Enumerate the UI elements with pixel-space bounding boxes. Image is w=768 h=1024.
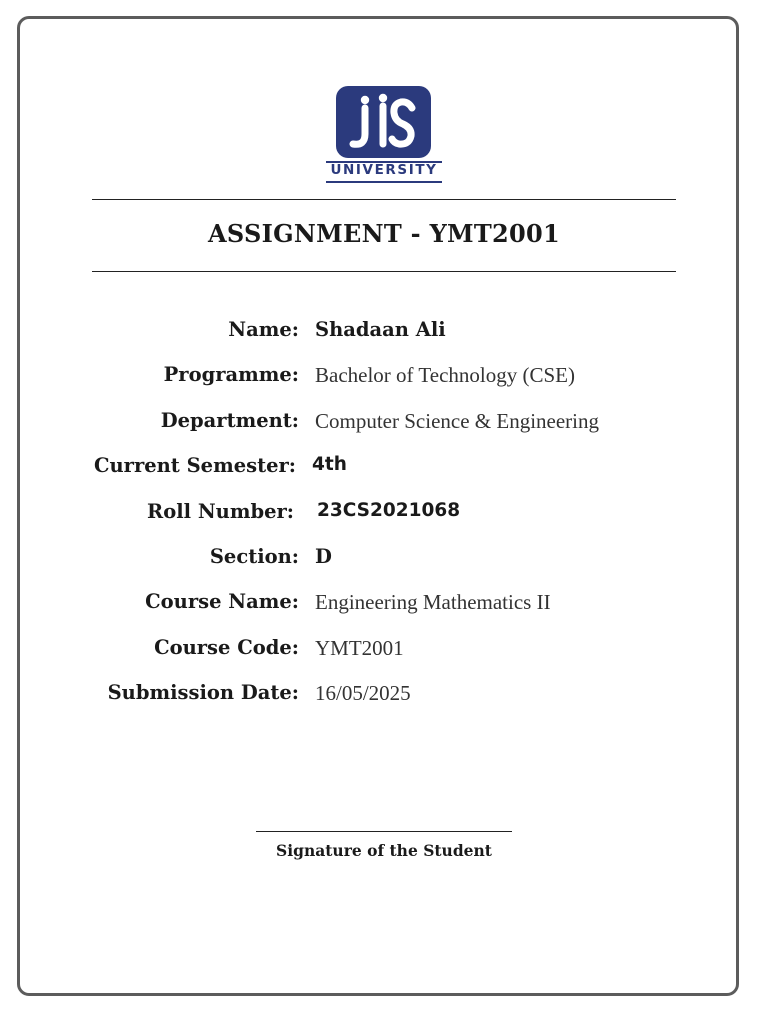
detail-label: Name:: [228, 318, 299, 341]
detail-value: Shadaan Ali: [315, 318, 446, 341]
detail-row-section: [40, 545, 720, 590]
detail-label: Roll Number:: [147, 499, 294, 523]
detail-label: Course Name:: [145, 590, 299, 614]
page-title: ASSIGNMENT - YMT2001: [207, 219, 561, 248]
title-bottom-rule: [92, 271, 676, 272]
detail-row-semester: [40, 454, 720, 499]
signature-label: Signature of the Student: [276, 841, 492, 860]
detail-row-course-name: [40, 590, 720, 635]
logo-emblem: [336, 86, 431, 158]
detail-label: Current Semester:: [93, 454, 296, 478]
university-logo: [325, 86, 443, 184]
title-top-rule: [92, 199, 676, 200]
logo-bottom-rule: [326, 181, 442, 183]
detail-row-programme: [40, 363, 720, 408]
detail-value: D: [315, 544, 332, 568]
detail-label: Course Code:: [154, 635, 299, 659]
detail-row-name: [40, 318, 720, 363]
detail-row-roll-number: [40, 500, 720, 545]
detail-value: Bachelor of Technology (CSE): [315, 363, 575, 388]
detail-value: 16/05/2025: [315, 681, 411, 706]
detail-label: Section:: [209, 544, 299, 568]
logo-wordmark: UNIVERSITY: [330, 162, 438, 178]
jis-monogram-icon: [336, 86, 431, 158]
detail-row-department: [40, 409, 720, 454]
detail-value: 4th: [312, 454, 347, 476]
detail-label: Submission Date:: [107, 681, 299, 705]
signature-line: [256, 831, 512, 832]
detail-row-course-code: [40, 636, 720, 681]
detail-value: YMT2001: [315, 635, 404, 660]
detail-label: Programme:: [163, 363, 299, 387]
detail-value: Computer Science & Engineering: [315, 408, 600, 433]
detail-value: 23CS2021068: [317, 499, 461, 521]
detail-value: Engineering Mathematics II: [315, 590, 551, 615]
student-details: [40, 318, 720, 727]
detail-label: Department:: [160, 408, 299, 432]
detail-row-submission-date: [40, 681, 720, 726]
